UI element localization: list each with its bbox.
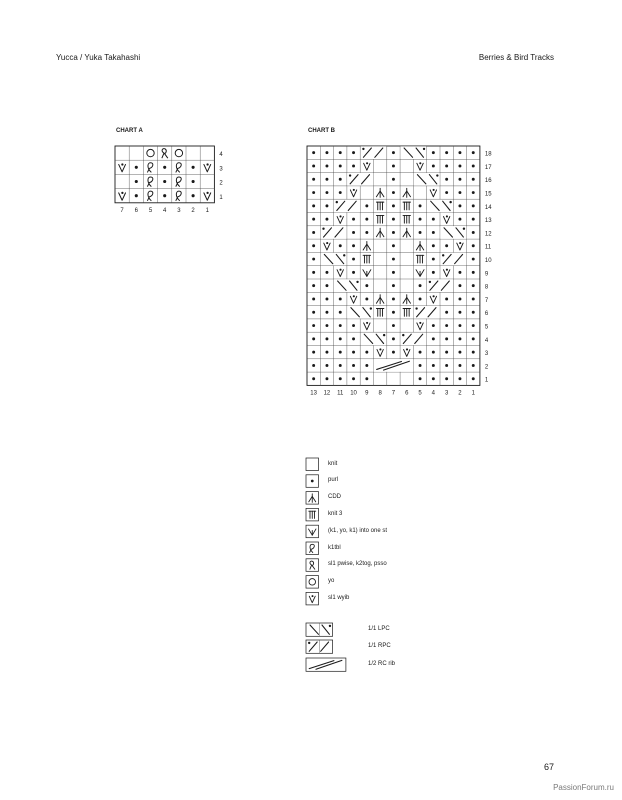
purl-icon [458,311,461,314]
purl-icon [392,258,395,261]
purl-icon [472,151,475,154]
purl-icon [365,218,368,221]
purl-icon [392,337,395,340]
purl-icon [445,297,448,300]
purl-icon [312,191,315,194]
purl-icon [325,204,328,207]
purl-icon [352,231,355,234]
purl-icon [339,377,342,380]
chart-b-row-number: 11 [484,244,492,251]
purl-icon [339,297,342,300]
purl-icon [392,311,395,314]
purl-icon [365,351,368,354]
purl-icon [458,204,461,207]
knit3-icon [376,215,383,223]
purl-icon [325,151,328,154]
chart-b-column-number: 2 [458,390,462,397]
purl-icon [311,480,314,483]
purl-icon [325,337,328,340]
purl-icon [339,324,342,327]
chart-b-row-number: 12 [484,231,492,238]
purl-icon [472,164,475,167]
purl-icon [432,164,435,167]
purl-icon [325,351,328,354]
purl-icon [432,271,435,274]
purl-icon [432,244,435,247]
purl-icon [472,258,475,261]
purl-icon [472,297,475,300]
knit3-icon [403,215,410,223]
purl-icon [163,180,166,183]
legend-label: sl1 pwise, k2tog, psso [328,561,387,568]
purl-icon [472,337,475,340]
purl-icon [432,231,435,234]
chart-b-row-number: 17 [484,164,492,171]
purl-icon [445,351,448,354]
purl-icon [352,244,355,247]
purl-icon [352,324,355,327]
chart-b-column-number: 11 [337,390,344,397]
purl-icon [419,284,422,287]
legend-label: sl1 wyib [328,594,350,601]
purl-icon [445,164,448,167]
purl-icon [325,178,328,181]
purl-icon [352,258,355,261]
purl-icon [135,166,138,169]
purl-icon [432,351,435,354]
purl-icon [312,178,315,181]
purl-icon [339,244,342,247]
purl-icon [325,297,328,300]
purl-icon [312,271,315,274]
purl-icon [392,218,395,221]
page-number: 67 [543,762,554,772]
purl-icon [352,271,355,274]
purl-icon [312,258,315,261]
purl-icon [392,297,395,300]
purl-icon [458,351,461,354]
purl-icon [445,244,448,247]
purl-icon [312,151,315,154]
purl-icon [419,364,422,367]
purl-icon [472,271,475,274]
purl-icon [445,151,448,154]
purl-icon [352,377,355,380]
purl-icon [352,351,355,354]
purl-icon [392,231,395,234]
chart-b-row-number: 1 [484,377,489,384]
purl-icon [392,151,395,154]
purl-icon [432,377,435,380]
purl-icon [352,218,355,221]
chart-b-column-number: 12 [323,390,331,397]
purl-icon [312,244,315,247]
purl-icon [472,377,475,380]
purl-icon [325,364,328,367]
chart-b-column-number: 1 [471,390,475,397]
purl-icon [325,164,328,167]
purl-icon [472,244,475,247]
purl-icon [192,166,195,169]
chart-a-column-number: 5 [148,207,153,214]
purl-icon [135,194,138,197]
purl-icon [419,204,422,207]
purl-icon [339,337,342,340]
purl-icon [312,324,315,327]
knit3-icon [416,255,423,263]
purl-icon [458,337,461,340]
purl-icon [352,337,355,340]
purl-icon [472,351,475,354]
chart-b-row-number: 6 [484,311,489,318]
purl-icon [325,284,328,287]
purl-icon [312,311,315,314]
purl-icon [163,194,166,197]
purl-icon [472,191,475,194]
purl-icon [458,364,461,367]
purl-icon [339,178,342,181]
purl-icon [472,218,475,221]
purl-icon [432,364,435,367]
legend-label: 1/1 RPC [368,643,391,649]
purl-icon [392,178,395,181]
purl-icon [339,364,342,367]
knit3-icon [363,255,370,263]
purl-icon [392,324,395,327]
purl-icon [163,166,166,169]
legend-swatch [306,559,319,572]
purl-icon [432,258,435,261]
legend-swatch [306,576,319,589]
purl-icon [312,337,315,340]
purl-icon [325,271,328,274]
purl-icon [458,297,461,300]
purl-icon [365,364,368,367]
purl-icon [352,151,355,154]
legend-label: 1/2 RC rib [368,661,396,667]
purl-icon [445,364,448,367]
chart-b-row-number: 10 [484,257,492,264]
purl-icon [472,311,475,314]
chart-a-column-number: 7 [120,207,124,214]
purl-icon [312,204,315,207]
chart-a-row-number: 2 [219,180,223,187]
legend-label: CDD [328,494,341,501]
purl-icon [392,271,395,274]
chart-b-row-number: 4 [484,337,489,344]
chart-b-row-number: 3 [484,351,489,358]
purl-icon [325,311,328,314]
legend-label: 1/1 LPC [368,626,390,632]
chart-a-row-number: 1 [219,194,223,201]
purl-icon [365,377,368,380]
purl-icon [458,218,461,221]
chart-a-row-number: 4 [219,152,223,159]
purl-icon [458,284,461,287]
purl-icon [472,231,475,234]
knit3-icon [376,309,383,317]
purl-icon [472,284,475,287]
purl-icon [312,297,315,300]
chart-b-column-number: 6 [405,390,409,397]
purl-icon [365,297,368,300]
purl-icon [445,377,448,380]
legend-label: knit [328,460,338,467]
purl-icon [325,324,328,327]
chart-b-column-number: 9 [365,390,369,397]
legend-label: knit 3 [328,510,343,517]
legend-label: k1tbl [328,544,341,551]
chart-b-row-number: 2 [484,364,489,371]
chart-b-row-number: 7 [484,297,489,304]
chart-b-row-number: 16 [484,178,492,185]
purl-icon [365,204,368,207]
legend-label: (k1, yo, k1) into one st [328,527,388,534]
purl-icon [392,244,395,247]
purl-icon [392,164,395,167]
purl-icon [419,231,422,234]
purl-icon [458,271,461,274]
purl-icon [192,180,195,183]
chart-b-row-number: 15 [484,191,492,198]
watermark: PassionForum.ru [553,783,614,792]
chart-a-title: CHART A [116,128,143,134]
chart-a-column-number: 4 [163,207,167,214]
purl-icon [458,324,461,327]
legend-label: purl [328,477,339,484]
purl-icon [472,364,475,367]
purl-icon [339,151,342,154]
purl-icon [432,337,435,340]
chart-b-row-number: 18 [484,151,492,158]
purl-icon [392,191,395,194]
purl-icon [339,164,342,167]
purl-icon [392,204,395,207]
purl-icon [432,218,435,221]
chart-a-column-number: 6 [134,207,138,214]
purl-icon [419,351,422,354]
legend-swatch [306,658,346,671]
purl-icon [312,164,315,167]
purl-icon [352,364,355,367]
purl-icon [419,377,422,380]
header-pattern-title: Yucca / Yuka Takahashi [56,53,141,62]
chart-a-row-number: 3 [219,166,223,173]
chart-b-row-number: 5 [484,324,489,331]
header-section-title: Berries & Bird Tracks [478,53,554,62]
chart-a-column-number: 1 [205,207,209,214]
purl-icon [419,297,422,300]
purl-icon [458,164,461,167]
chart-b-column-number: 8 [378,390,382,397]
purl-icon [432,324,435,327]
knit3-icon [309,511,316,518]
knit3-icon [403,309,410,317]
purl-icon [339,351,342,354]
purl-icon [458,178,461,181]
knit3-icon [403,202,410,210]
chart-b-row-number: 13 [484,218,492,225]
purl-icon [458,151,461,154]
chart-b-row-number: 14 [484,204,492,211]
purl-icon [419,218,422,221]
chart-b-row-number: 9 [484,271,489,278]
purl-icon [312,351,315,354]
purl-icon [365,231,368,234]
purl-icon [352,164,355,167]
purl-icon [312,377,315,380]
purl-icon [339,191,342,194]
purl-icon [325,218,328,221]
purl-icon [312,231,315,234]
purl-icon [445,324,448,327]
purl-icon [458,377,461,380]
purl-icon [135,180,138,183]
purl-icon [312,284,315,287]
purl-icon [392,351,395,354]
chart-b-column-number: 4 [431,390,436,397]
chart-b-title: CHART B [308,128,335,134]
purl-icon [445,337,448,340]
purl-icon [472,324,475,327]
chart-b-column-number: 5 [418,390,422,397]
purl-icon [325,377,328,380]
chart-a-column-number: 2 [191,207,195,214]
legend-label: yo [328,578,335,585]
purl-icon [312,364,315,367]
chart-b-row-number: 8 [484,284,489,291]
chart-b-column-number: 7 [391,390,396,397]
purl-icon [192,194,195,197]
purl-icon [325,191,328,194]
chart-b-column-number: 3 [444,390,449,397]
purl-icon [445,178,448,181]
purl-icon [339,311,342,314]
purl-icon [472,204,475,207]
purl-icon [392,284,395,287]
purl-icon [472,178,475,181]
chart-a-column-number: 3 [177,207,181,214]
purl-icon [365,284,368,287]
knit3-icon [376,202,383,210]
purl-icon [445,191,448,194]
purl-icon [432,151,435,154]
chart-b-column-number: 10 [350,390,357,397]
legend-swatch [306,458,319,471]
chart-b-column-number: 13 [310,390,317,397]
purl-icon [445,311,448,314]
purl-icon [312,218,315,221]
purl-icon [458,191,461,194]
